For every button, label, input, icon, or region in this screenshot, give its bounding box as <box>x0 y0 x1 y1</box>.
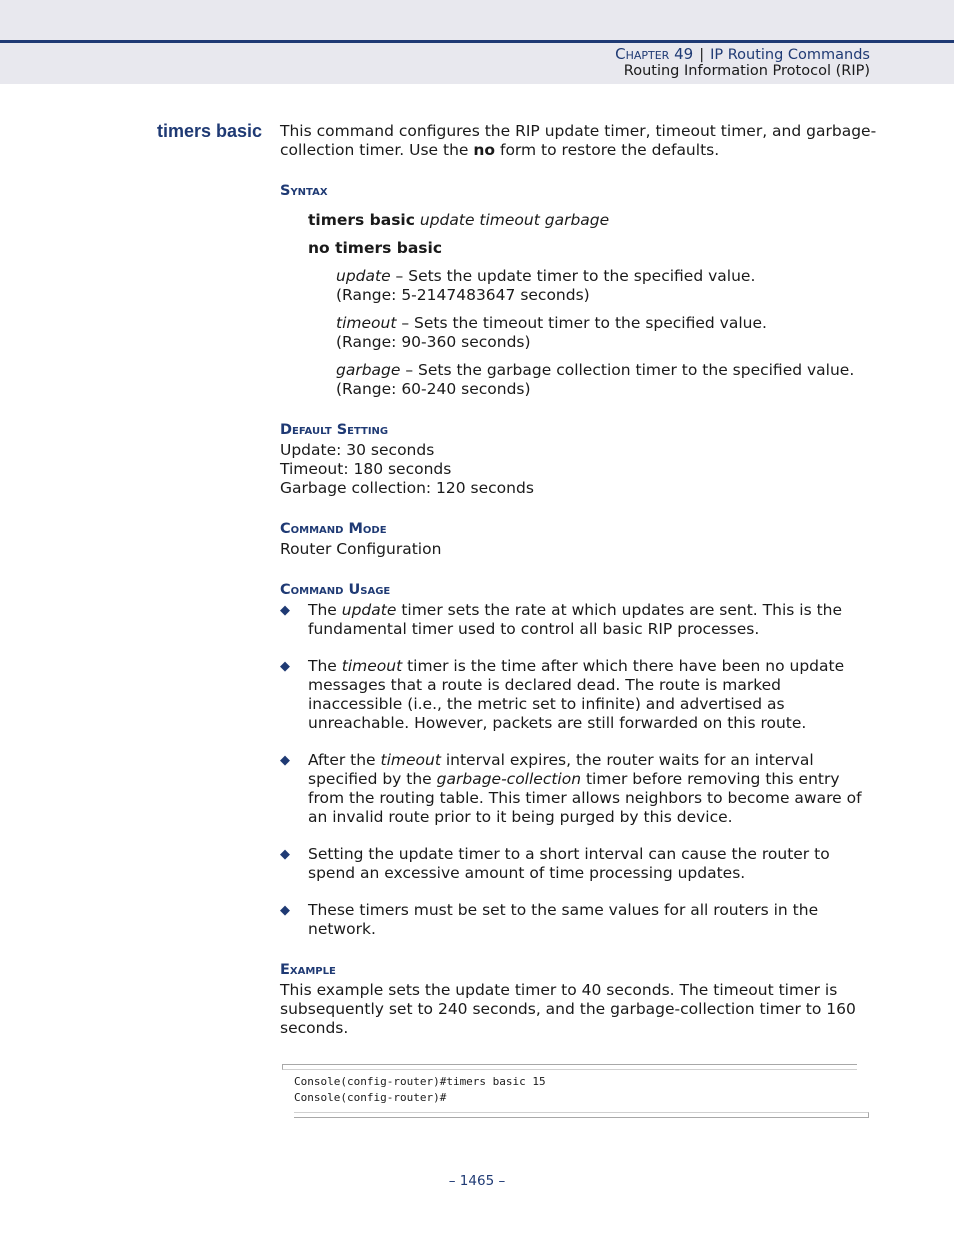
command-title: timers basic <box>157 121 263 141</box>
syntax-args: update timeout garbage <box>414 211 610 229</box>
diamond-bullet-icon: ◆ <box>280 847 290 862</box>
page-number: – 1465 – <box>448 1173 506 1189</box>
bullet-italic: garbage-collection <box>436 770 582 788</box>
bullet-text: interval expires, the router waits for an interval specified by the <box>308 751 814 788</box>
command-body <box>280 122 880 1038</box>
example-text: This example sets the update timer to 40 seconds. The timeout timer is subsequently set to 240 seconds, and the garbage-collection timer to 160 seconds. <box>280 981 856 1037</box>
param-range: (Range: 60-240 seconds) <box>336 380 531 398</box>
param-update <box>336 267 880 305</box>
intro-text-1: This command configures the RIP update timer, timeout timer, and garbage- collection timer. Use the <box>280 122 877 159</box>
header-separator: | <box>699 47 705 63</box>
param-garbage <box>336 361 880 399</box>
intro-text-2: form to restore the defaults. <box>495 141 720 159</box>
bullet-italic: timeout <box>341 657 403 675</box>
bullet-text: After the <box>308 751 381 769</box>
bullet-text: timer before removing this entry from the routing table. This timer allows neighbors to become aware of an invalid route prior to it being purged by this device. <box>308 770 862 826</box>
diamond-bullet-icon: ◆ <box>280 603 290 618</box>
usage-bullet-5 <box>280 901 880 939</box>
param-timeout <box>336 314 880 352</box>
code-lines <box>294 1074 546 1106</box>
usage-bullet-3 <box>280 751 880 827</box>
param-range: (Range: 5-2147483647 seconds) <box>336 286 590 304</box>
bullet-italic: timeout <box>380 751 441 769</box>
usage-bullet-2 <box>280 657 880 733</box>
usage-bullet-1 <box>280 601 880 639</box>
header-chapter-line <box>615 45 870 63</box>
command-usage-heading: Command Usage <box>280 582 391 598</box>
param-desc: – Sets the timeout timer to the specified value. <box>396 314 767 332</box>
bullet-italic: update <box>341 601 397 619</box>
chapter-label: Chapter 49 <box>615 45 694 63</box>
code-line-2: Console(config-router)# <box>294 1091 447 1104</box>
default-timeout: Timeout: 180 seconds <box>280 460 452 478</box>
diamond-bullet-icon: ◆ <box>280 753 290 768</box>
usage-bullet-4 <box>280 845 880 883</box>
command-intro <box>280 122 880 160</box>
command-mode-heading: Command Mode <box>280 521 387 537</box>
param-name: garbage <box>336 361 401 379</box>
command-mode-text: Router Configuration <box>280 540 442 558</box>
syntax-command: timers basic <box>308 211 415 229</box>
header-rule <box>0 40 954 43</box>
bullet-text: Setting the update timer to a short interval can cause the router to spend an excessive amount of time processing updates. <box>308 845 830 882</box>
code-example-box <box>282 1064 868 1118</box>
syntax-heading: Syntax <box>280 183 328 199</box>
param-name: timeout <box>336 314 397 332</box>
bullet-text: timer is the time after which there have been no update messages that a route is declared dead. The route is marked inaccessible (i.e., the metric set to infinite) and advertised as unreachable. However, packets are still forwarded on this route. <box>308 657 845 732</box>
default-update: Update: 30 seconds <box>280 441 435 459</box>
bullet-text: These timers must be set to the same values for all routers in the network. <box>308 901 819 938</box>
param-name: update <box>336 267 391 285</box>
chapter-title: IP Routing Commands <box>710 47 870 63</box>
param-range: (Range: 90-360 seconds) <box>336 333 531 351</box>
syntax-no-command: no timers basic <box>308 239 443 257</box>
header-section: Routing Information Protocol (RIP) <box>623 63 870 79</box>
code-line-1: Console(config-router)#timers basic 15 <box>294 1075 546 1088</box>
example-heading: Example <box>280 962 336 978</box>
default-garbage: Garbage collection: 120 seconds <box>280 479 534 497</box>
diamond-bullet-icon: ◆ <box>280 659 290 674</box>
diamond-bullet-icon: ◆ <box>280 903 290 918</box>
intro-bold-no: no <box>473 141 496 159</box>
default-setting-heading: Default Setting <box>280 422 389 438</box>
param-desc: – Sets the update timer to the specified value. <box>390 267 756 285</box>
bullet-text: The <box>308 601 342 619</box>
param-desc: – Sets the garbage collection timer to the specified value. <box>400 361 855 379</box>
bullet-text: timer sets the rate at which updates are sent. This is the fundamental timer used to control all basic RIP processes. <box>308 601 843 638</box>
bullet-text: The <box>308 657 342 675</box>
code-box-top-border <box>282 1064 857 1070</box>
syntax-line-2 <box>308 239 880 258</box>
code-box-bottom-border <box>294 1112 869 1118</box>
syntax-line-1 <box>308 211 880 230</box>
